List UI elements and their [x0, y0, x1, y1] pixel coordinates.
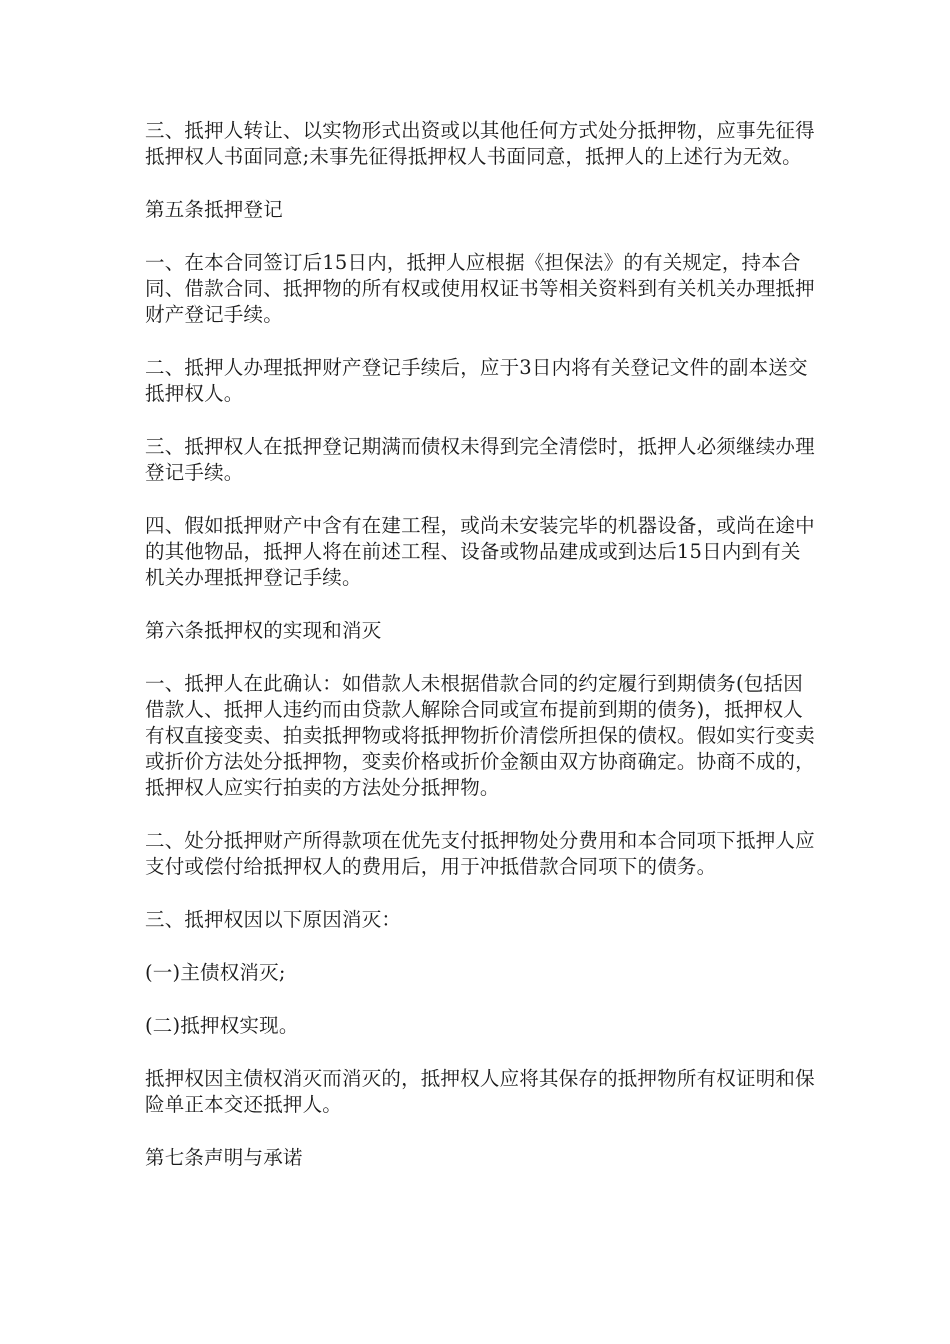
clause-paragraph: 二、处分抵押财产所得款项在优先支付抵押物处分费用和本合同项下抵押人应支付或偿付给抵押权人的费用后，用于冲抵借款合同项下的债务。	[145, 829, 815, 878]
article-heading: 第七条声明与承诺	[145, 1146, 303, 1169]
clause-paragraph: 三、抵押人转让、以实物形式出资或以其他任何方式处分抵押物，应事先征得抵押权人书面同意;未事先征得抵押权人书面同意，抵押人的上述行为无效。	[145, 119, 815, 168]
clause-paragraph: 四、假如抵押财产中含有在建工程，或尚未安装完毕的机器设备，或尚在途中的其他物品，抵押人将在前述工程、设备或物品建成或到达后15日内到有关机关办理抵押登记手续。	[145, 514, 815, 589]
clause-paragraph: 三、抵押权人在抵押登记期满而债权未得到完全清偿时，抵押人必须继续办理登记手续。	[145, 435, 815, 484]
article-heading: 第五条抵押登记	[145, 198, 283, 221]
clause-paragraph: 一、抵押人在此确认：如借款人未根据借款合同的约定履行到期债务(包括因借款人、抵押人违约而由贷款人解除合同或宣布提前到期的债务)，抵押权人有权直接变卖、拍卖抵押物或将抵押物折价清偿所担保的债权。假如实行变卖或折价方法处分抵押物，变卖价格或折价金额由双方协商确定。协商不成的，抵押权人应实行拍卖的方法处分抵押物。	[145, 672, 815, 799]
clause-paragraph: 抵押权因主债权消灭而消灭的，抵押权人应将其保存的抵押物所有权证明和保险单正本交还抵押人。	[145, 1067, 815, 1116]
clause-paragraph: 三、抵押权因以下原因消灭：	[145, 908, 402, 931]
article-heading: 第六条抵押权的实现和消灭	[145, 619, 382, 642]
clause-paragraph: 二、抵押人办理抵押财产登记手续后，应于3日内将有关登记文件的副本送交抵押权人。	[145, 356, 808, 405]
document-body	[145, 118, 815, 1198]
clause-paragraph: 一、在本合同签订后15日内，抵押人应根据《担保法》的有关规定，持本合同、借款合同、抵押物的所有权或使用权证书等相关资料到有关机关办理抵押财产登记手续。	[145, 251, 815, 326]
list-item: (一)主债权消灭;	[145, 961, 286, 984]
list-item: (二)抵押权实现。	[145, 1014, 299, 1037]
